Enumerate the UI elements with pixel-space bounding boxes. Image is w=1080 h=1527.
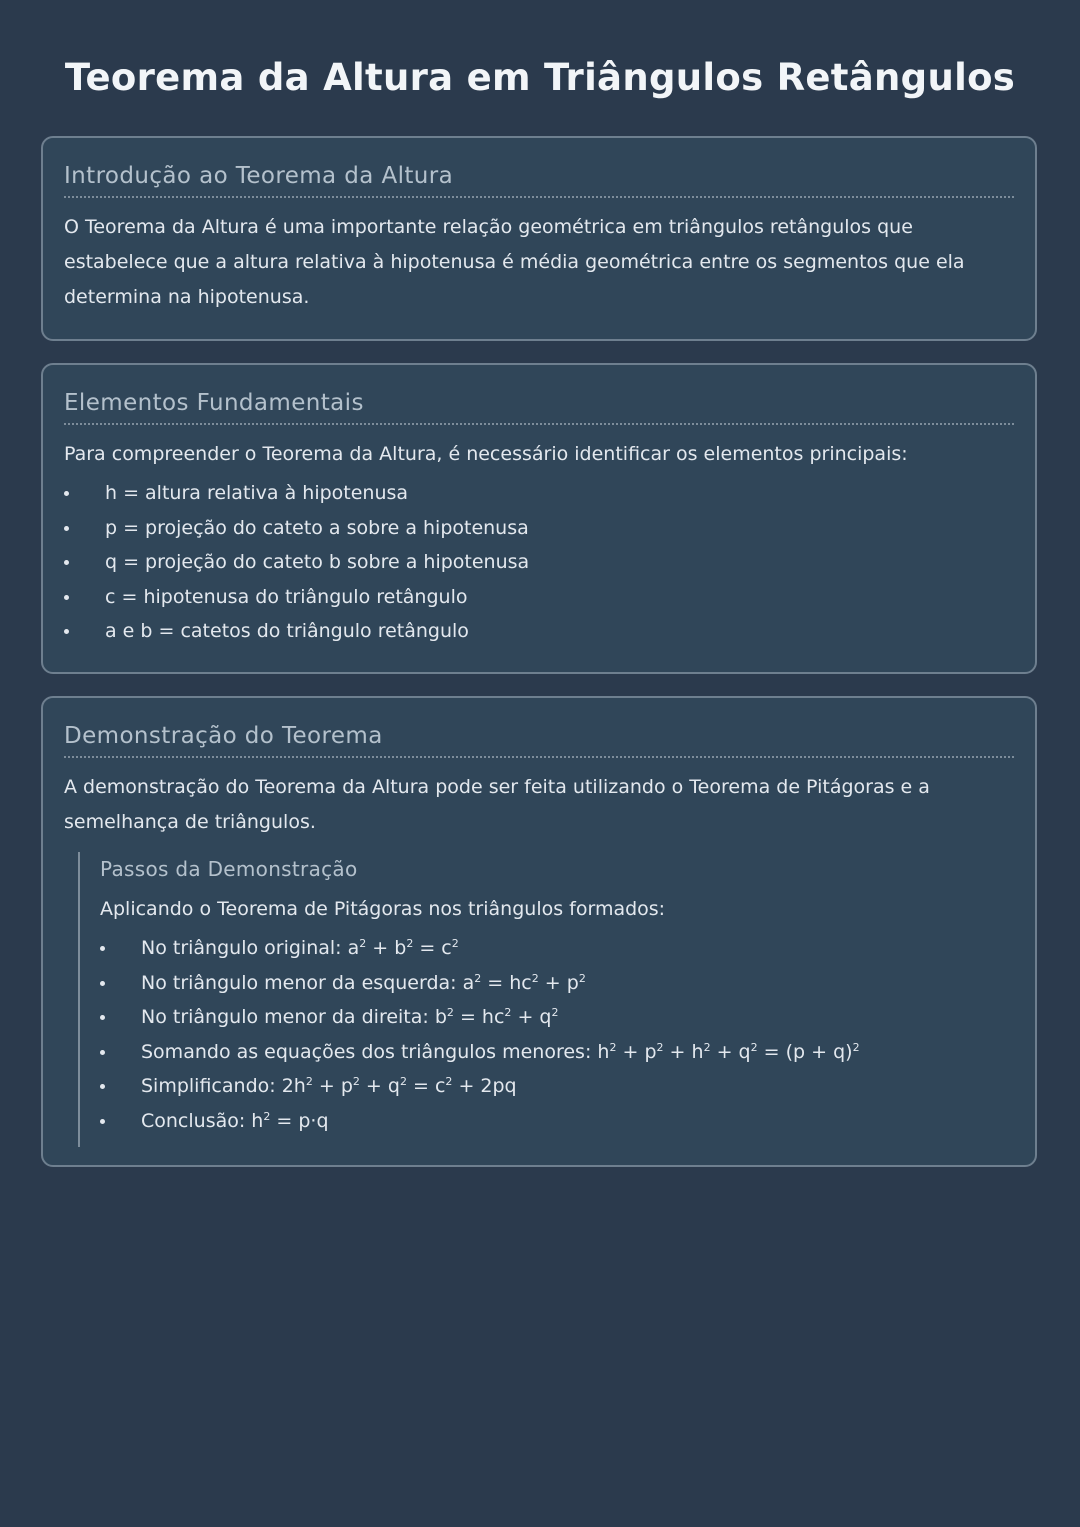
intro-divider	[64, 196, 1014, 198]
elements-text: Para compreender o Teorema da Altura, é necessário identificar os elementos principais:	[64, 443, 908, 465]
steps-list	[100, 931, 1014, 1139]
intro-section	[41, 136, 1037, 341]
list-item	[64, 580, 1014, 615]
bullet-icon	[64, 629, 69, 634]
step-text: No triângulo menor da direita: $b^2 = hc^2 + q^2$	[141, 1006, 559, 1029]
list-item-text: h = altura relativa à hipotenusa	[105, 482, 409, 504]
list-item	[100, 931, 1014, 966]
elements-section	[41, 363, 1037, 674]
list-item-text: q = projeção do cateto b sobre a hipotenusa	[105, 551, 530, 574]
bullet-icon	[64, 491, 69, 496]
bullet-icon	[64, 526, 69, 531]
list-item	[64, 511, 1014, 546]
step-text: Somando as equações dos triângulos menores: $h^2 + p^2 + h^2 + q^2 = (p + q)^2$	[141, 1040, 860, 1063]
bullet-icon	[100, 1050, 105, 1055]
bullet-icon	[100, 946, 105, 951]
steps-text: Aplicando o Teorema de Pitágoras nos triângulos formados:	[100, 898, 666, 920]
steps-heading: Passos da Demonstração	[100, 857, 358, 881]
page-title: Teorema da Altura em Triângulos Retângulos	[64, 56, 1016, 99]
list-item	[100, 1000, 1014, 1035]
elements-heading: Elementos Fundamentais	[64, 390, 364, 416]
step-text: No triângulo menor da esquerda: $a^2 = hc^2 + p^2$	[141, 971, 586, 994]
demo-divider	[64, 756, 1014, 758]
list-item	[64, 614, 1014, 649]
bullet-icon	[100, 1084, 105, 1089]
intro-text: O Teorema da Altura é uma importante relação geométrica em triângulos retângulos que estabelece que a altura relativa à hipotenusa é média geométrica entre os segmentos que ela determina na hipotenusa.	[64, 216, 965, 308]
demo-heading: Demonstração do Teorema	[64, 723, 383, 749]
bullet-icon	[64, 595, 69, 600]
demo-steps-block	[78, 852, 1014, 1147]
bullet-icon	[100, 1015, 105, 1020]
intro-heading: Introdução ao Teorema da Altura	[64, 163, 454, 189]
list-item	[100, 966, 1014, 1001]
list-item	[100, 1069, 1014, 1104]
step-text: Conclusão: $h^2 = p\cdot q$	[141, 1109, 329, 1132]
list-item-text: p = projeção do cateto a sobre a hipotenusa	[105, 516, 529, 539]
step-text: Simplificando: $2h^2 + p^2 + q^2 = c^2 + 2pq$	[141, 1075, 517, 1098]
list-item-text: a e b = catetos do triângulo retângulo	[105, 620, 469, 643]
list-item	[64, 545, 1014, 580]
elements-list	[64, 476, 1014, 649]
list-item	[64, 476, 1014, 511]
bullet-icon	[100, 981, 105, 986]
list-item-text: c = hipotenusa do triângulo retângulo	[105, 585, 468, 608]
bullet-icon	[64, 560, 69, 565]
bullet-icon	[100, 1119, 105, 1124]
demo-section	[41, 696, 1037, 1167]
elements-divider	[64, 423, 1014, 425]
step-text: No triângulo original: $a^2 + b^2 = c^2$	[141, 937, 459, 959]
demo-text: A demonstração do Teorema da Altura pode ser feita utilizando o Teorema de Pitágoras e a semelhança de triângulos.	[64, 776, 930, 833]
list-item	[100, 1035, 1014, 1070]
list-item	[100, 1104, 1014, 1139]
